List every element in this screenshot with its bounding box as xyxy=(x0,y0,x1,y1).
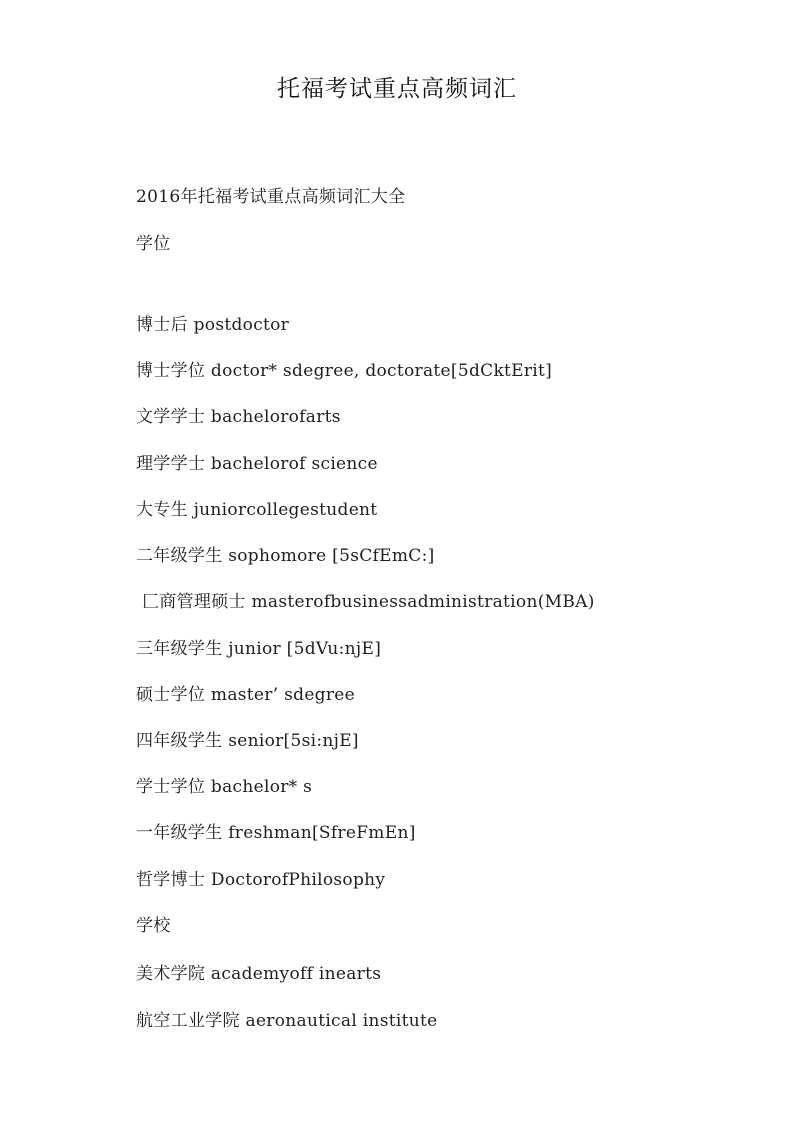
list-item: 航空工业学院 aeronautical institute xyxy=(136,1011,438,1031)
list-item: 大专生 juniorcollegestudent xyxy=(136,500,378,520)
list-item: 美术学院 academyoff inearts xyxy=(136,964,382,984)
list-item: 三年级学生 junior [5dVu:njE] xyxy=(136,639,382,659)
list-item: 一年级学生 freshman[SfreFmEn] xyxy=(136,823,416,843)
list-item: 博士后 postdoctor xyxy=(136,315,290,335)
list-item: 二年级学生 sophomore [5sCfEmC:] xyxy=(136,546,435,566)
list-item: 哲学博士 DoctorofPhilosophy xyxy=(136,870,386,890)
list-item: 学士学位 bachelor* s xyxy=(136,777,313,797)
list-item: 硕士学位 master’ sdegree xyxy=(136,685,356,705)
section-heading-schools: 学校 xyxy=(136,916,171,936)
document-title: 托福考试重点高频词汇 xyxy=(277,76,517,102)
list-item: 理学学士 bachelorof science xyxy=(136,454,378,474)
document-subtitle: 2016年托福考试重点高频词汇大全 xyxy=(136,187,406,207)
list-item: 四年级学生 senior[5si:njE] xyxy=(136,731,359,751)
list-item: 博士学位 doctor* sdegree, doctorate[5dCktErit] xyxy=(136,361,553,381)
list-item: 文学学士 bachelorofarts xyxy=(136,407,341,427)
list-item: 匚商管理硕士 masterofbusinessadministration(MBA) xyxy=(142,592,595,612)
section-heading-degrees: 学位 xyxy=(136,234,171,254)
